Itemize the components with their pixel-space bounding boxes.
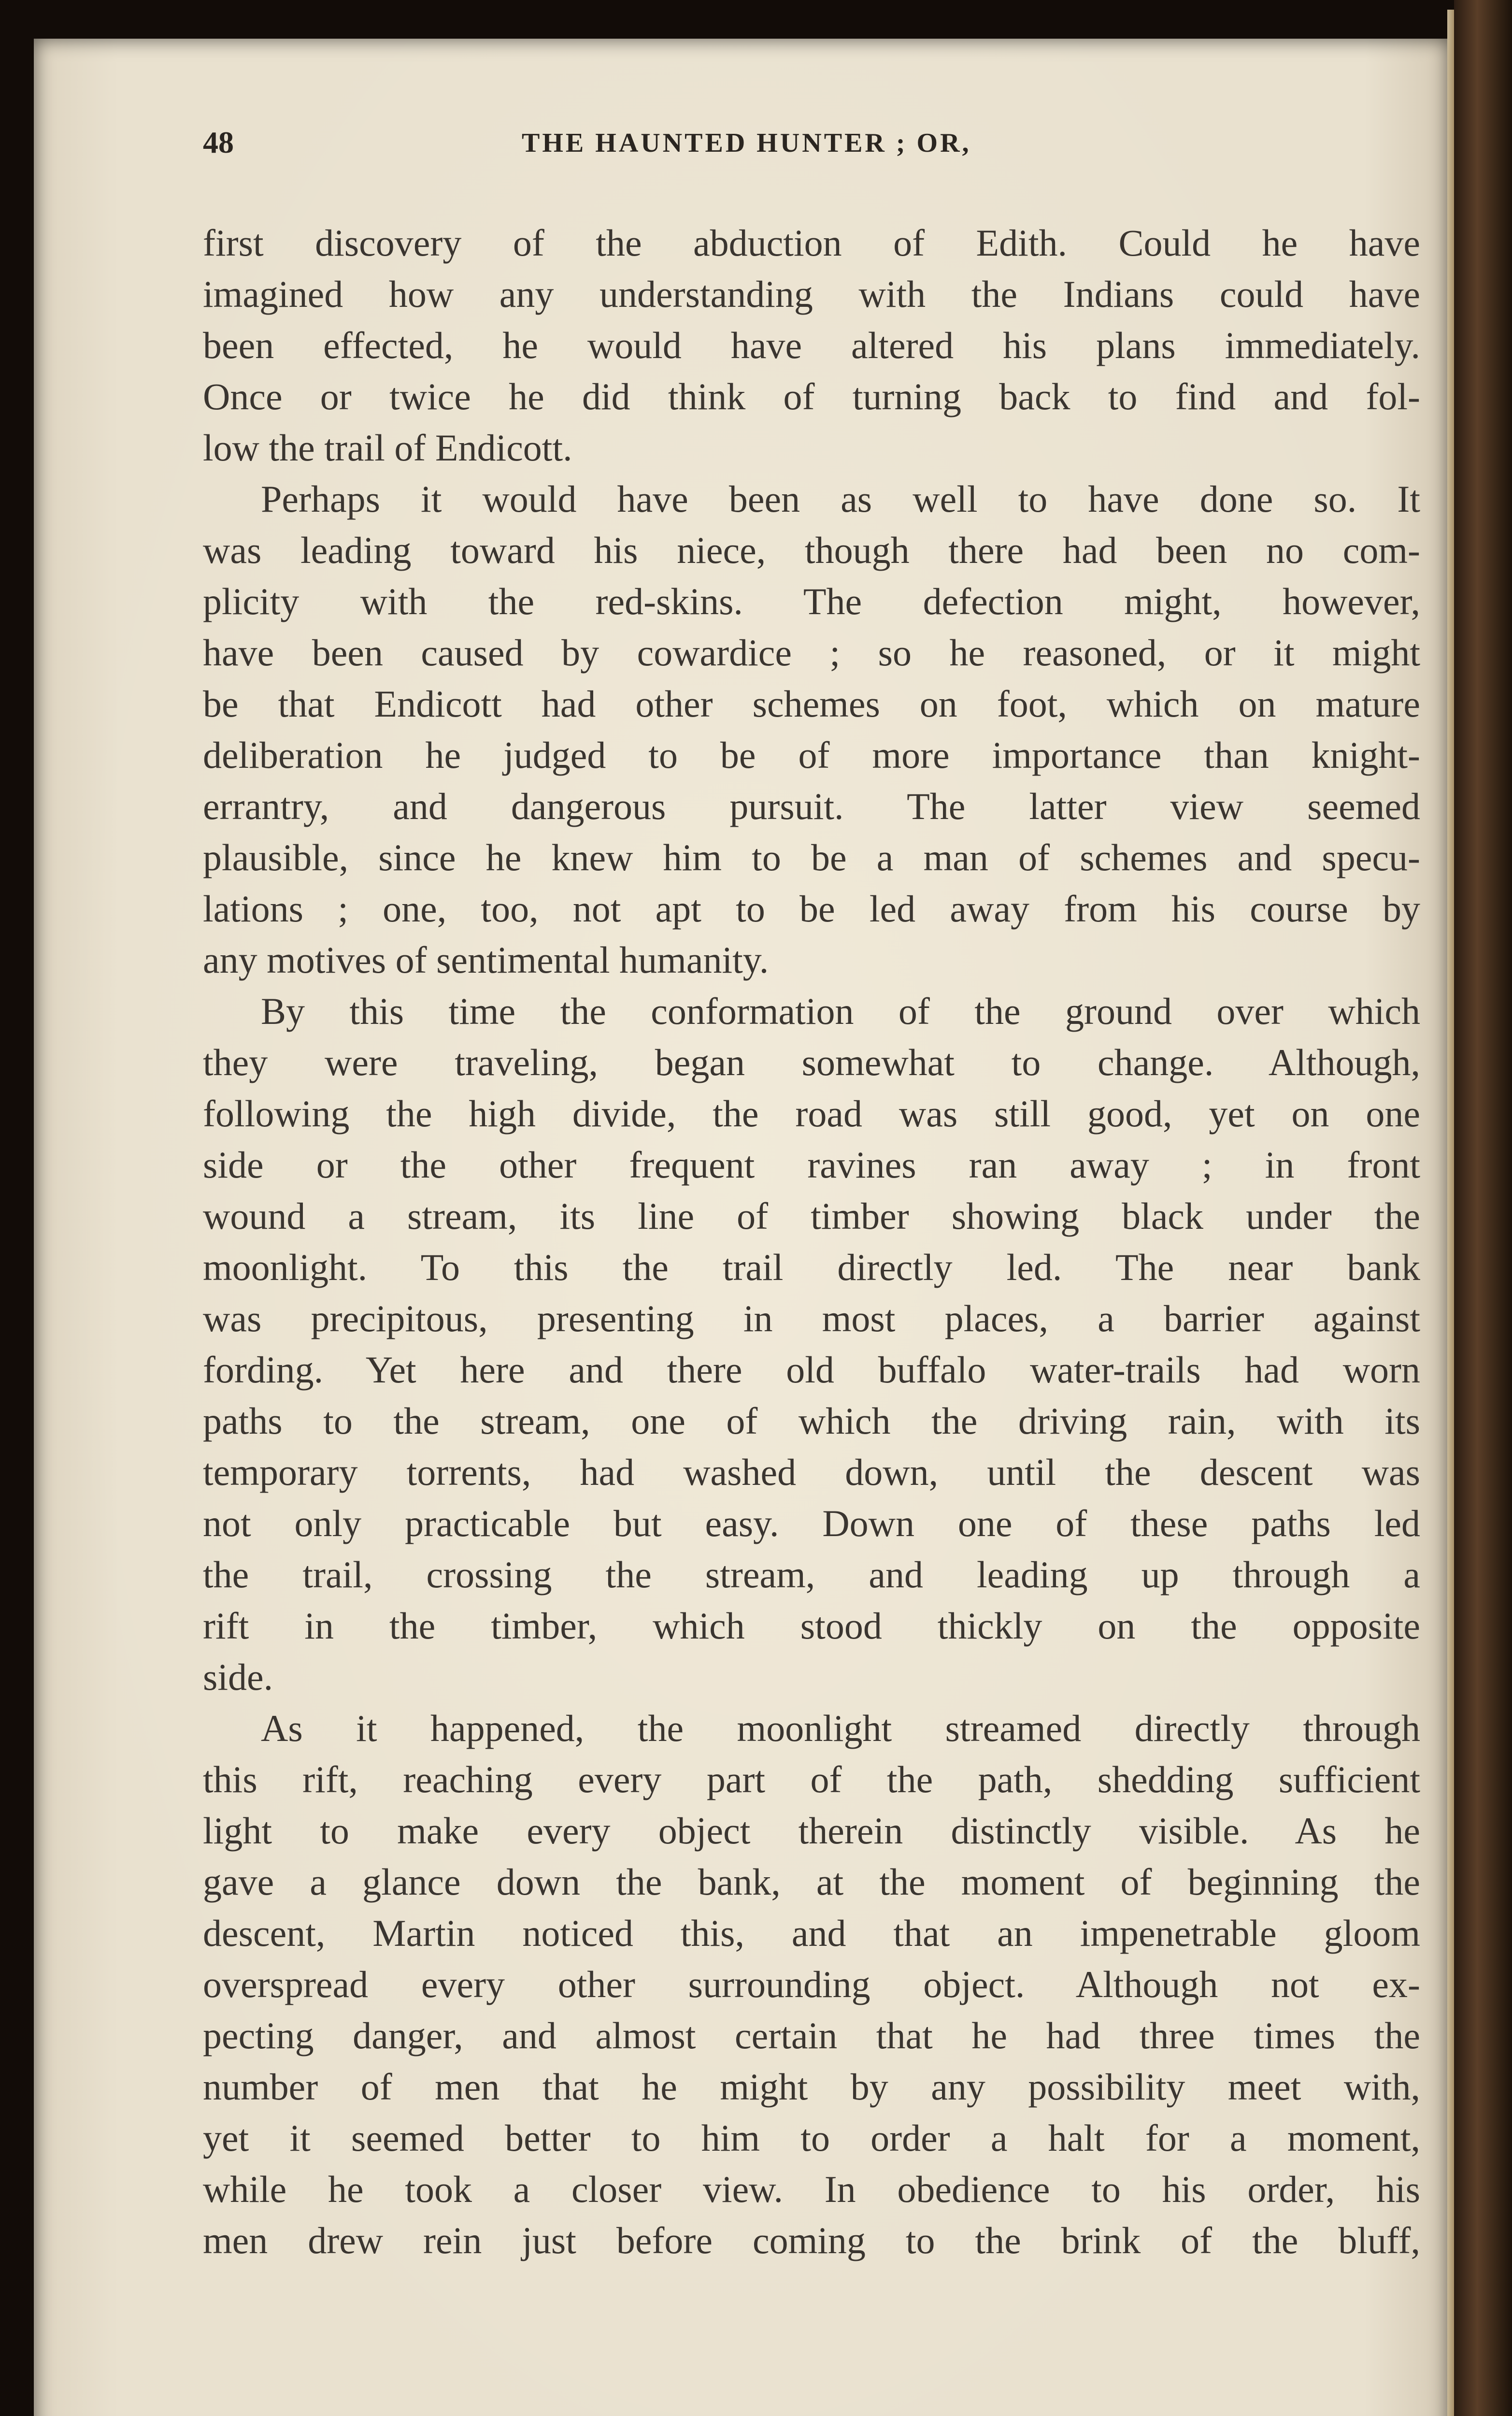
text-line: side or the other frequent ravines ran away ; in front xyxy=(203,1144,1420,1186)
text-line: men drew rein just before coming to the brink of the bluff, xyxy=(203,2219,1420,2261)
text-line: paths to the stream, one of which the driving rain, with its xyxy=(203,1400,1420,1442)
page-stack-edge xyxy=(1447,10,1454,2416)
text-line: first discovery of the abduction of Edith. Could he have xyxy=(203,222,1420,264)
text-line: light to make every object therein distinctly visible. As he xyxy=(203,1810,1420,1852)
text-line: Perhaps it would have been as well to have done so. It xyxy=(261,478,1420,520)
text-line: deliberation he judged to be of more importance than knight- xyxy=(203,734,1420,776)
text-line: been effected, he would have altered his plans immediately. xyxy=(203,324,1420,366)
text-line: overspread every other surrounding object. Although not ex- xyxy=(203,1963,1420,2005)
text-line: plicity with the red-skins. The defection might, however, xyxy=(203,580,1420,622)
text-line: wound a stream, its line of timber showing black under the xyxy=(203,1195,1420,1237)
book-spine xyxy=(1454,0,1512,2416)
text-line: As it happened, the moonlight streamed directly through xyxy=(261,1707,1420,1749)
text-line: yet it seemed better to him to order a halt for a moment, xyxy=(203,2117,1420,2159)
paragraph-1 xyxy=(203,217,1420,474)
text-line: lations ; one, too, not apt to be led away from his course by xyxy=(203,888,1420,930)
text-line: pecting danger, and almost certain that he had three times the xyxy=(203,2014,1420,2056)
text-line: errantry, and dangerous pursuit. The latter view seemed xyxy=(203,785,1420,827)
text-line: they were traveling, began somewhat to change. Although, xyxy=(203,1041,1420,1083)
text-line: gave a glance down the bank, at the moment of beginning the xyxy=(203,1861,1420,1903)
text-line: while he took a closer view. In obedience to his order, his xyxy=(203,2168,1420,2210)
running-title: THE HAUNTED HUNTER ; OR, xyxy=(522,128,971,158)
paragraph-4 xyxy=(203,1703,1420,2266)
text-line: plausible, since he knew him to be a man of schemes and specu- xyxy=(203,836,1420,878)
text-line: number of men that he might by any possibility meet with, xyxy=(203,2066,1420,2108)
text-line: was leading toward his niece, though there had been no com- xyxy=(203,529,1420,571)
text-line: any motives of sentimental humanity. xyxy=(203,939,769,981)
text-line: Once or twice he did think of turning back to find and fol- xyxy=(203,375,1420,417)
text-line: moonlight. To this the trail directly led. The near bank xyxy=(203,1246,1420,1288)
body-text xyxy=(203,217,1420,2266)
text-line: the trail, crossing the stream, and leading up through a xyxy=(203,1553,1420,1596)
text-line: By this time the conformation of the ground over which xyxy=(261,990,1420,1032)
paragraph-2 xyxy=(203,474,1420,986)
text-line: temporary torrents, had washed down, until the descent was xyxy=(203,1451,1420,1493)
text-line: not only practicable but easy. Down one of these paths led xyxy=(203,1502,1420,1544)
text-line: be that Endicott had other schemes on foot, which on mature xyxy=(203,683,1420,725)
page-number: 48 xyxy=(203,125,234,159)
text-line: was precipitous, presenting in most places, a barrier against xyxy=(203,1297,1420,1339)
text-line: rift in the timber, which stood thickly on the opposite xyxy=(203,1605,1420,1647)
text-line: have been caused by cowardice ; so he reasoned, or it might xyxy=(203,632,1420,674)
text-line: imagined how any understanding with the Indians could have xyxy=(203,273,1420,315)
text-line: low the trail of Endicott. xyxy=(203,427,572,469)
text-line: following the high divide, the road was still good, yet on one xyxy=(203,1093,1420,1135)
page-header xyxy=(203,125,1430,173)
text-line: descent, Martin noticed this, and that an impenetrable gloom xyxy=(203,1912,1420,1954)
text-line: fording. Yet here and there old buffalo water-trails had worn xyxy=(203,1349,1420,1391)
text-line: side. xyxy=(203,1656,273,1698)
text-line: this rift, reaching every part of the path, shedding sufficient xyxy=(203,1758,1420,1800)
paragraph-3 xyxy=(203,986,1420,1703)
